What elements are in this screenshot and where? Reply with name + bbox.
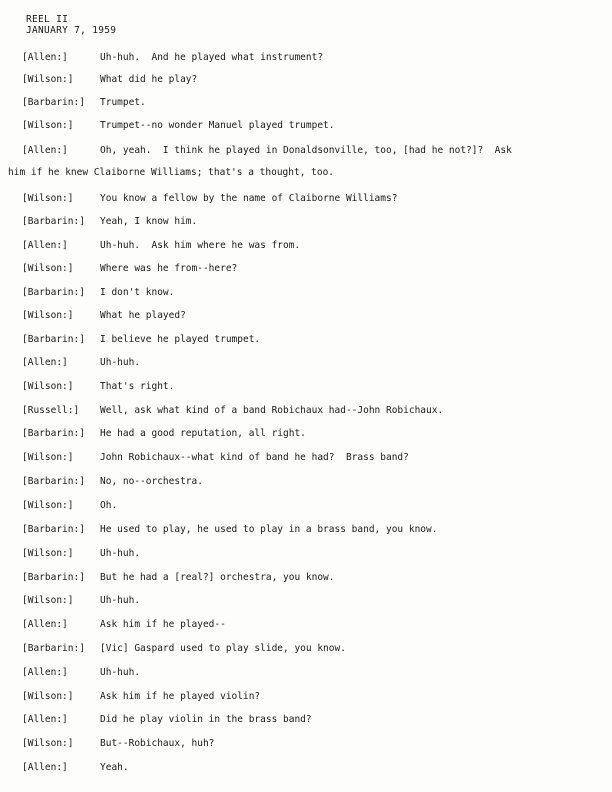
speaker-label: [Allen:] [22, 762, 68, 773]
speech-text: I don't know. [100, 287, 175, 298]
speech-text: You know a fellow by the name of Claiborne Williams? [100, 193, 398, 204]
speaker-label: [Wilson:] [22, 193, 74, 204]
speech-text: Ask him if he played-- [100, 619, 226, 630]
speaker-label: [Allen:] [22, 667, 68, 678]
speaker-label: [Wilson:] [22, 595, 74, 606]
speech-text: Uh-huh. [100, 357, 141, 368]
speaker-label: [Wilson:] [22, 452, 74, 463]
speaker-label: [Barbarin:] [22, 334, 85, 345]
speaker-label: [Barbarin:] [22, 97, 85, 108]
speaker-label: [Barbarin:] [22, 572, 85, 583]
speaker-label: [Wilson:] [22, 738, 74, 749]
speaker-label: [Wilson:] [22, 381, 74, 392]
speaker-label: [Allen:] [22, 714, 68, 725]
speech-text: Trumpet--no wonder Manuel played trumpet. [100, 120, 335, 131]
speaker-label: [Barbarin:] [22, 524, 85, 535]
speaker-label: [Allen:] [22, 619, 68, 630]
speaker-label: [Wilson:] [22, 691, 74, 702]
speaker-label: [Allen:] [22, 52, 68, 63]
speech-text: Yeah. [100, 762, 129, 773]
speech-text: Ask him if he played violin? [100, 691, 261, 702]
speech-text: Where was he from--here? [100, 263, 238, 274]
speech-text: I believe he played trumpet. [100, 334, 261, 345]
speech-text: Well, ask what kind of a band Robichaux had--John Robichaux. [100, 405, 444, 416]
speech-text: Uh-huh. And he played what instrument? [100, 52, 324, 63]
speaker-label: [Barbarin:] [22, 643, 85, 654]
speech-text: No, no--orchestra. [100, 476, 203, 487]
speech-text: That's right. [100, 381, 175, 392]
speech-text: He had a good reputation, all right. [100, 428, 306, 439]
speech-text: Yeah, I know him. [100, 216, 198, 227]
speaker-label: [Wilson:] [22, 74, 74, 85]
speech-text: Did he play violin in the brass band? [100, 714, 312, 725]
speech-text: Trumpet. [100, 97, 146, 108]
speaker-label: [Russell:] [22, 405, 80, 416]
speech-text: Uh-huh. [100, 667, 141, 678]
speech-text: Oh. [100, 500, 118, 511]
speech-text: But he had a [real?] orchestra, you know. [100, 572, 335, 583]
page-header [26, 14, 116, 36]
reel-label: REEL II [26, 14, 69, 25]
speech-text: Uh-huh. Ask him where he was from. [100, 240, 301, 251]
speech-text: What he played? [100, 310, 186, 321]
speech-text: But--Robichaux, huh? [100, 738, 215, 749]
speech-text: John Robichaux--what kind of band he had? Brass band? [100, 452, 409, 463]
speaker-label: [Barbarin:] [22, 428, 85, 439]
speech-text: What did he play? [100, 74, 198, 85]
speech-text: Uh-huh. [100, 595, 141, 606]
speech-text: Uh-huh. [100, 548, 141, 559]
speech-text: Oh, yeah. I think he played in Donaldsonville, too, [had he not?]? Ask [100, 145, 512, 156]
speaker-label: [Allen:] [22, 240, 68, 251]
speaker-label: [Wilson:] [22, 500, 74, 511]
speaker-label: [Wilson:] [22, 310, 74, 321]
dialogue-continuation: him if he knew Claiborne Williams; that's a thought, too. [8, 167, 335, 178]
speech-text: [Vic] Gaspard used to play slide, you know. [100, 643, 346, 654]
speaker-label: [Wilson:] [22, 120, 74, 131]
speaker-label: [Allen:] [22, 357, 68, 368]
speaker-label: [Wilson:] [22, 263, 74, 274]
speech-text: He used to play, he used to play in a brass band, you know. [100, 524, 438, 535]
speaker-label: [Barbarin:] [22, 476, 85, 487]
speaker-label: [Allen:] [22, 145, 68, 156]
date-label: JANUARY 7, 1959 [26, 25, 117, 36]
speaker-label: [Barbarin:] [22, 287, 85, 298]
speaker-label: [Wilson:] [22, 548, 74, 559]
speaker-label: [Barbarin:] [22, 216, 85, 227]
